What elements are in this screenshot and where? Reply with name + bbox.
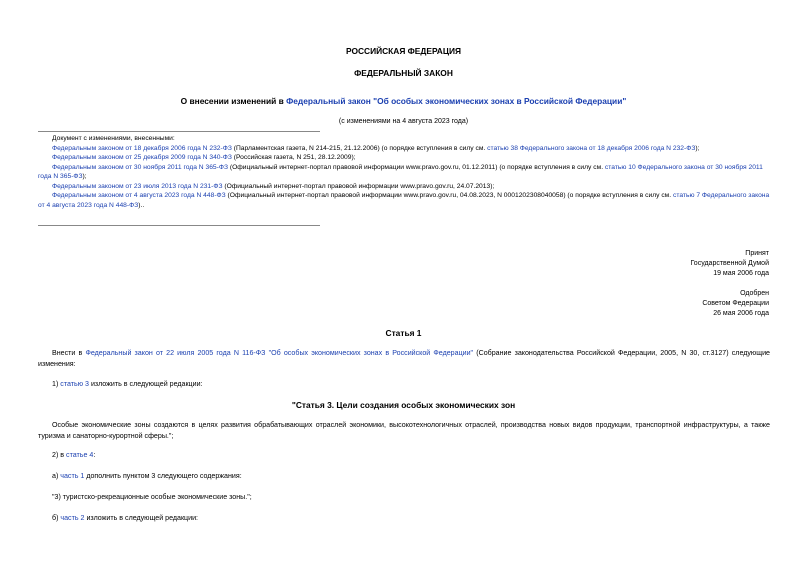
item-2b-paragraph	[38, 513, 770, 524]
item-2a-paragraph	[38, 471, 770, 482]
change-item	[38, 182, 770, 192]
text-run: (Собрание законодательства Российской Федерации, 2005, N 30, ст.3127) следующие изменения:	[38, 349, 770, 368]
changes-intro: Документ с изменениями, внесенными:	[52, 135, 175, 142]
text-run: а)	[52, 472, 61, 480]
title-prefix: О внесении изменений в	[180, 96, 287, 106]
amending-law-link[interactable]: Федеральным законом от 4 августа 2023 года N 448-ФЗ	[52, 192, 226, 200]
approved-date: 26 мая 2006 года	[713, 310, 769, 318]
change-item	[38, 163, 770, 182]
change-item-text: (Официальный интернет-портал правовой информации www.pravo.gov.ru, 24.07.2013);	[222, 182, 495, 190]
divider-bottom	[38, 225, 320, 226]
text-run: 2) в	[52, 451, 67, 459]
part-1-link[interactable]: часть 1	[60, 472, 85, 480]
item-2a-quote	[38, 492, 770, 503]
text-run: б)	[52, 514, 61, 522]
entry-into-force-link[interactable]: статью 38 Федерального закона от 18 декабря 2006 года N 232-ФЗ	[487, 144, 696, 152]
article-1-paragraph	[38, 348, 770, 370]
article-3-link[interactable]: статью 3	[60, 380, 89, 388]
accepted-date: 19 мая 2006 года	[713, 270, 769, 278]
revision-note: (с изменениями на 4 августа 2023 года)	[338, 118, 469, 125]
change-item-tail: );	[82, 173, 87, 181]
article-4-link[interactable]: статье 4	[66, 451, 94, 459]
amending-law-link[interactable]: Федеральным законом от 18 декабря 2006 года N 232-ФЗ	[52, 144, 232, 152]
accepted-label: Принят	[745, 250, 769, 257]
amending-law-link[interactable]: Федеральным законом от 25 декабря 2009 года N 340-ФЗ	[52, 154, 232, 162]
article-3-text	[38, 420, 770, 442]
changes-list	[38, 134, 770, 210]
article-3-heading: "Статья 3. Цели создания особых экономических зон	[291, 400, 516, 410]
country-heading: РОССИЙСКАЯ ФЕДЕРАЦИЯ	[345, 46, 462, 56]
base-law-link[interactable]: Федеральный закон от 22 июля 2005 года N 116-ФЗ "Об особых экономических зонах в Российской Федерации"	[85, 349, 474, 357]
article-1-intro	[38, 348, 770, 370]
item-1	[38, 379, 770, 390]
item-2	[38, 450, 770, 461]
change-item-tail: )..	[138, 201, 145, 209]
item-1-paragraph	[38, 379, 770, 390]
article-1-heading: Статья 1	[385, 328, 422, 338]
amending-law-link[interactable]: Федеральным законом от 30 ноября 2011 года N 365-ФЗ	[52, 163, 228, 171]
part-2-link[interactable]: часть 2	[60, 514, 85, 522]
change-item	[38, 144, 770, 154]
item-2a	[38, 471, 770, 482]
item-2a-quote-paragraph: "3) туристско-рекреационные особые экономические зоны.";	[52, 493, 252, 501]
entry-into-force-link[interactable]: статью 7 Федерального закона от 4 августа 2023 года N 448-ФЗ	[38, 192, 770, 209]
item-2b	[38, 513, 770, 524]
document-title	[0, 96, 807, 107]
text-run: 1)	[52, 380, 61, 388]
article-3-paragraph: Особые экономические зоны создаются в целях развития обрабатывающих отраслей экономики, высокотехнологичных отраслей, производства новых видов продукции, транспортной инфраструктуры, а также туризма и санаторно-курортной сферы.";	[38, 421, 770, 440]
text-run: изложить в следующей редакции:	[88, 380, 203, 388]
accepted-block	[690, 249, 769, 279]
change-item-tail: );	[695, 144, 700, 152]
text-run: :	[93, 451, 96, 459]
entry-into-force-link[interactable]: статью 10 Федерального закона от 30 ноября 2011 года N 365-ФЗ	[38, 163, 763, 181]
amending-law-link[interactable]: Федеральным законом от 23 июля 2013 года N 231-ФЗ	[52, 182, 223, 190]
title-law-link[interactable]: Федеральный закон "Об особых экономических зонах в Российской Федерации"	[286, 96, 627, 106]
change-item-text: (Официальный интернет-портал правовой информации www.pravo.gov.ru, 04.08.2023, N 0001202308040058) (о порядке вступления в силу см.	[225, 192, 674, 200]
divider-top	[38, 131, 320, 132]
change-item	[38, 191, 770, 210]
approved-block	[702, 289, 769, 319]
change-item-text: (Парламентская газета, N 214-215, 21.12.2006) (о порядке вступления в силу см.	[231, 144, 488, 152]
approved-body: Советом Федерации	[702, 300, 769, 308]
item-2-paragraph	[38, 450, 770, 461]
change-item-text: (Российская газета, N 251, 28.12.2009);	[231, 154, 356, 162]
text-run: дополнить пунктом 3 следующего содержания:	[84, 472, 242, 480]
text-run: изложить в следующей редакции:	[84, 514, 199, 522]
accepted-body: Государственной Думой	[690, 260, 769, 268]
law-type-heading: ФЕДЕРАЛЬНЫЙ ЗАКОН	[354, 68, 453, 78]
text-run: Внести в	[52, 349, 86, 357]
change-item	[38, 153, 770, 163]
approved-label: Одобрен	[740, 290, 769, 297]
change-item-text: (Официальный интернет-портал правовой информации www.pravo.gov.ru, 01.12.2011) (о порядке вступления в силу см.	[228, 163, 605, 171]
